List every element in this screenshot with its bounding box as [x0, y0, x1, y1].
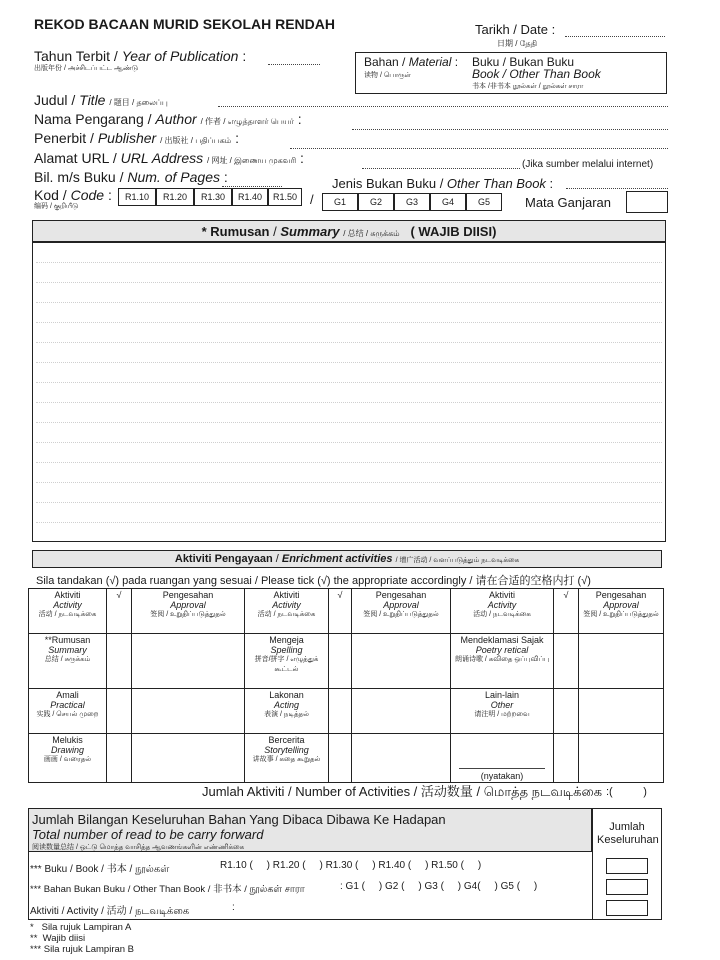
- material-option[interactable]: Buku / Bukan Buku: [472, 55, 575, 69]
- year-label: Tahun Terbit / Year of Publication :: [34, 48, 247, 64]
- activity-spelling: Mengeja Spelling 拼音/拼字 / எழுத்துக் கூட்டல்: [245, 634, 329, 689]
- book-row-values[interactable]: R1.10 ( ) R1.20 ( ) R1.30 ( ) R1.40 ( ) R1.50 ( ): [220, 860, 482, 871]
- code-box-r130[interactable]: R1.30: [194, 188, 232, 206]
- summary-area[interactable]: [32, 242, 666, 542]
- approval-cell[interactable]: [352, 634, 451, 689]
- summary-header: * Rumusan / Summary / 总结 / சுருக்கம் ( WAJIB DIISI): [32, 220, 666, 242]
- activity-acting: Lakonan Acting 表演 / நடித்தல்: [245, 689, 329, 734]
- nonbook-row-values[interactable]: : G1 ( ) G2 ( ) G3 ( ) G4( ) G5 ( ): [340, 881, 538, 892]
- publisher-label: Penerbit / Publisher / 出版社 / பதிப்பகம் :: [34, 130, 239, 146]
- activity-total-label: Jumlah Aktiviti / Number of Activities / 活动数量 / மொத்த நடவடிக்கை: [202, 784, 603, 799]
- total-column-label: Jumlah Keseluruhan: [597, 821, 659, 846]
- author-field[interactable]: [352, 129, 668, 130]
- activity-row-label: Aktiviti / Activity / 活动 / நடவடிக்கை: [30, 906, 190, 917]
- carry-forward-title-sub: 阅读数量总结 / ஒட்டு மொத்த வாசித்த ஆவணங்களின் எண்ணிக்கை: [32, 844, 245, 851]
- date-field[interactable]: [565, 36, 665, 37]
- activity-row-values[interactable]: :: [232, 902, 235, 913]
- code-box-r140[interactable]: R1.40: [232, 188, 268, 206]
- year-field[interactable]: [268, 64, 320, 65]
- approval-cell[interactable]: [579, 689, 664, 734]
- activity-total-box[interactable]: [606, 900, 648, 916]
- material-option-en: Book / Other Than Book: [472, 67, 601, 81]
- approval-cell[interactable]: [132, 689, 245, 734]
- tick-cell[interactable]: [107, 734, 132, 783]
- code-box-g2[interactable]: G2: [358, 193, 394, 211]
- col-tick: √: [554, 589, 579, 634]
- code-label: Kod / Code :: [34, 187, 112, 203]
- carry-forward-header: [28, 808, 592, 852]
- footnote: ** Wajib diisi: [30, 933, 86, 944]
- reward-label: Mata Ganjaran: [525, 195, 611, 210]
- tick-cell[interactable]: [107, 689, 132, 734]
- activity-summary: **Rumusan Summary 总结 / சுருக்கம்: [29, 634, 107, 689]
- table-row: [29, 689, 664, 734]
- code-separator: /: [310, 192, 314, 207]
- pages-field[interactable]: [222, 186, 282, 187]
- approval-cell[interactable]: [579, 634, 664, 689]
- title-label: Judul / Title / 题目 / தலைப்பு: [34, 92, 168, 108]
- col-tick: √: [107, 589, 132, 634]
- activity-poetry: Mendeklamasi Sajak Poetry retical 朗诵诗歌 / கவிதை ஒப்புவிப்பு: [451, 634, 554, 689]
- activity-practical: Amali Practical 实践 / செயல் முறை: [29, 689, 107, 734]
- tick-cell[interactable]: [329, 689, 352, 734]
- tick-cell[interactable]: [329, 634, 352, 689]
- footnotes: [30, 922, 134, 955]
- activity-other: Lain-lain Other 请注明 / மற்றவை: [451, 689, 554, 734]
- footnote: * Sila rujuk Lampiran A: [30, 922, 132, 933]
- date-label: Tarikh / Date :: [475, 22, 556, 37]
- nonbook-field[interactable]: [566, 188, 668, 189]
- url-label: Alamat URL / URL Address / 网址 / இணைய முகவரி :: [34, 150, 304, 166]
- material-label: Bahan / Material :: [364, 55, 459, 69]
- approval-cell[interactable]: [132, 634, 245, 689]
- carry-forward-title: Jumlah Bilangan Keseluruhan Bahan Yang Dibaca Dibawa Ke Hadapan: [32, 812, 446, 827]
- activity-total-value[interactable]: :( ): [606, 786, 647, 798]
- material-box: [355, 52, 667, 94]
- table-header-row: [29, 589, 664, 634]
- approval-cell[interactable]: [352, 689, 451, 734]
- code-box-g3[interactable]: G3: [394, 193, 430, 211]
- table-row: [29, 734, 664, 783]
- date-sub-label: 日期 / தேதி: [497, 39, 538, 48]
- tick-cell[interactable]: [329, 734, 352, 783]
- code-box-g1[interactable]: G1: [322, 193, 358, 211]
- approval-cell[interactable]: [352, 734, 451, 783]
- tick-cell[interactable]: [107, 634, 132, 689]
- activity-table: [28, 588, 664, 783]
- footnote: *** Sila rujuk Lampiran B: [30, 944, 135, 955]
- nonbook-row-label: *** Bahan Bukan Buku / Other Than Book / 非书本 / நூல்கள் சாரா: [30, 884, 305, 895]
- col-approval: Pengesahan Approval 签阅 / உறுதிப்படுத்துதல்: [579, 589, 664, 634]
- code-box-r120[interactable]: R1.20: [156, 188, 194, 206]
- activity-drawing: Melukis Drawing 画画 / வரைதல்: [29, 734, 107, 783]
- code-box-r150[interactable]: R1.50: [268, 188, 302, 206]
- approval-cell[interactable]: [132, 734, 245, 783]
- publisher-field[interactable]: [290, 148, 668, 149]
- author-label: Nama Pengarang / Author / 作者 / எழுத்தாளர் பெயர் :: [34, 111, 302, 127]
- tick-cell[interactable]: [554, 634, 579, 689]
- book-total-box[interactable]: [606, 858, 648, 874]
- tick-cell[interactable]: [554, 689, 579, 734]
- material-option-sub: 书本 /非书本 நூல்கள் / நூல்கள் சாரா: [472, 83, 584, 90]
- url-note: (Jika sumber melalui internet): [522, 159, 654, 170]
- code-box-g4[interactable]: G4: [430, 193, 466, 211]
- year-sub-label: 出版年份 / அச்சிடப்பட்ட ஆண்டு: [34, 65, 139, 72]
- col-activity: Aktiviti Activity 活动 / நடவடிக்கை: [245, 589, 329, 634]
- book-row-label: *** Buku / Book / 书本 / நூல்கள்: [30, 864, 170, 875]
- col-tick: √: [329, 589, 352, 634]
- page-title: REKOD BACAAN MURID SEKOLAH RENDAH: [34, 16, 335, 32]
- code-box-g5[interactable]: G5: [466, 193, 502, 211]
- activity-storytelling: Bercerita Storytelling 讲故事 / கதை கூறுதல்: [245, 734, 329, 783]
- code-sub-label: 编码 / குறியீடு: [34, 203, 79, 210]
- col-approval: Pengesahan Approval 签阅 / உறுதிப்படுத்துதல்: [352, 589, 451, 634]
- col-activity: Aktiviti Activity 活动 / நடவடிக்கை: [29, 589, 107, 634]
- reward-field[interactable]: [626, 191, 668, 213]
- title-field[interactable]: [218, 106, 668, 107]
- tick-cell[interactable]: [554, 734, 579, 783]
- activity-other-specify[interactable]: [451, 734, 554, 783]
- col-approval: Pengesahan Approval 签阅 / உறுதிப்படுத்துதல்: [132, 589, 245, 634]
- nonbook-total-box[interactable]: [606, 879, 648, 895]
- url-field[interactable]: [362, 168, 520, 169]
- col-activity: Aktiviti Activity 活动 / நடவடிக்கை: [451, 589, 554, 634]
- nonbook-label: Jenis Bukan Buku / Other Than Book :: [332, 176, 554, 191]
- approval-cell[interactable]: [579, 734, 664, 783]
- material-sub-label: 读物 / பொருள்: [364, 72, 411, 79]
- carry-forward-title-en: Total number of read to be carry forward: [32, 827, 264, 842]
- table-row: [29, 634, 664, 689]
- pages-label: Bil. m/s Buku / Num. of Pages :: [34, 169, 228, 185]
- specify-note: (nyatakan): [480, 771, 524, 781]
- enrichment-header: Aktiviti Pengayaan / Enrichment activities / 增广活动 / வளப்படுத்தும் நடவடிக்கை: [32, 550, 662, 568]
- enrichment-instruction: Sila tandakan (√) pada ruangan yang sesuai / Please tick (√) the appropriate accordingly / 请在合适的空格内打 (√): [36, 575, 591, 587]
- code-box-r110[interactable]: R1.10: [118, 188, 156, 206]
